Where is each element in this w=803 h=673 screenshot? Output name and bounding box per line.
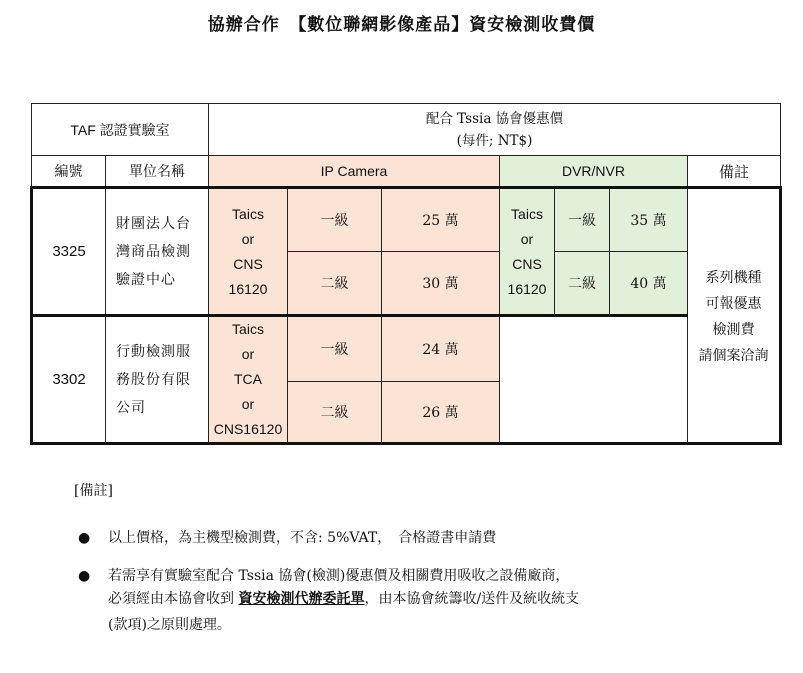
note-item-2-line1: 若需享有實驗室配合 Tssia 協會(檢測)優惠價及相關費用吸收之設備廠商， xyxy=(108,568,570,584)
lab-name-line: 行動檢測服 xyxy=(116,343,191,360)
ip-price-3325-2: 30 萬 xyxy=(382,252,500,316)
ip-level-3325-1: 一級 xyxy=(288,188,382,252)
lab-name-line: 務股份有限 xyxy=(116,371,191,388)
lab-id-3302: 3302 xyxy=(32,316,106,444)
col-header-id: 編號 xyxy=(32,156,106,188)
note-item-2-line2-pre: 必須經由本協會收到 xyxy=(108,591,239,607)
remark-line: 請個案洽詢 xyxy=(698,346,769,363)
standard-line: Taics xyxy=(511,205,543,222)
lab-name-line: 驗證中心 xyxy=(116,271,176,288)
standard-line: Taics xyxy=(232,205,264,222)
standard-line: CNS xyxy=(233,255,263,272)
notes-heading: [備註] xyxy=(74,483,113,499)
ip-level-3302-2: 二級 xyxy=(288,382,382,444)
ip-level-3302-1: 一級 xyxy=(288,316,382,382)
standard-line: Taics xyxy=(232,321,264,337)
ip-standard-3302 xyxy=(209,316,288,444)
standard-line: or xyxy=(241,230,255,247)
lab-name-3325 xyxy=(106,188,209,316)
remark-cell xyxy=(688,188,781,444)
standard-line: or xyxy=(520,230,534,247)
dvr-price-3325-2: 40 萬 xyxy=(610,252,688,316)
ip-standard-3325 xyxy=(209,188,288,316)
ip-price-3302-2: 26 萬 xyxy=(382,382,500,444)
lab-id-3325: 3325 xyxy=(32,188,106,316)
standard-line: 16120 xyxy=(228,280,268,297)
tssia-price-header xyxy=(209,104,781,156)
col-header-ip-camera: IP Camera xyxy=(209,156,500,188)
lab-name-line: 灣商品檢測 xyxy=(116,243,191,260)
remark-line: 系列機種 xyxy=(705,268,762,285)
ip-level-3325-2: 二級 xyxy=(288,252,382,316)
tssia-price-header-line1: 配合 Tssia 協會優惠價 xyxy=(425,110,564,127)
standard-line: CNS xyxy=(512,255,542,272)
standard-line: 16120 xyxy=(507,280,547,297)
standard-line: CNS16120 xyxy=(213,421,283,437)
dvr-level-3325-1: 一級 xyxy=(555,188,610,252)
dvr-standard-3325 xyxy=(500,188,555,316)
price-table xyxy=(30,103,782,445)
note-item-1-text: 以上價格，為主機型檢測費，不含: 5%VAT， 合格證書申請費 xyxy=(108,530,497,546)
dvr-level-3325-2: 二級 xyxy=(555,252,610,316)
bullet-icon: ● xyxy=(78,530,91,546)
dvr-price-3325-1: 35 萬 xyxy=(610,188,688,252)
document-title: 協辦合作 【數位聯網影像產品】資安檢測收費價 xyxy=(207,15,596,35)
lab-name-3302 xyxy=(106,316,209,444)
dvr-empty-3302 xyxy=(500,316,688,444)
standard-line: or xyxy=(241,396,255,412)
lab-name-line: 公司 xyxy=(116,399,146,416)
bullet-icon: ● xyxy=(78,568,91,584)
note-item-2-line2-text xyxy=(108,586,579,612)
taf-lab-header: TAF 認證實驗室 xyxy=(32,104,209,156)
remark-line: 檢測費 xyxy=(712,320,755,337)
col-header-remark: 備註 xyxy=(688,156,781,188)
remark-line: 可報優惠 xyxy=(705,294,762,311)
commission-form-link: 資安檢測代辦委託單 xyxy=(238,591,365,607)
note-item-2-line2-post: ，由本協會統籌收/送件及統收統支 xyxy=(364,591,580,607)
col-header-unit: 單位名稱 xyxy=(106,156,209,188)
col-header-dvr-nvr: DVR/NVR xyxy=(500,156,688,188)
standard-line: TCA xyxy=(234,371,262,387)
standard-line: or xyxy=(241,346,255,362)
ip-price-3302-1: 24 萬 xyxy=(382,316,500,382)
ip-price-3325-1: 25 萬 xyxy=(382,188,500,252)
note-item-2-line3-text: (款項)之原則處理。 xyxy=(108,617,231,633)
tssia-price-header-line2: (每件; NT$) xyxy=(456,132,533,149)
lab-name-line: 財團法人台 xyxy=(116,215,191,232)
